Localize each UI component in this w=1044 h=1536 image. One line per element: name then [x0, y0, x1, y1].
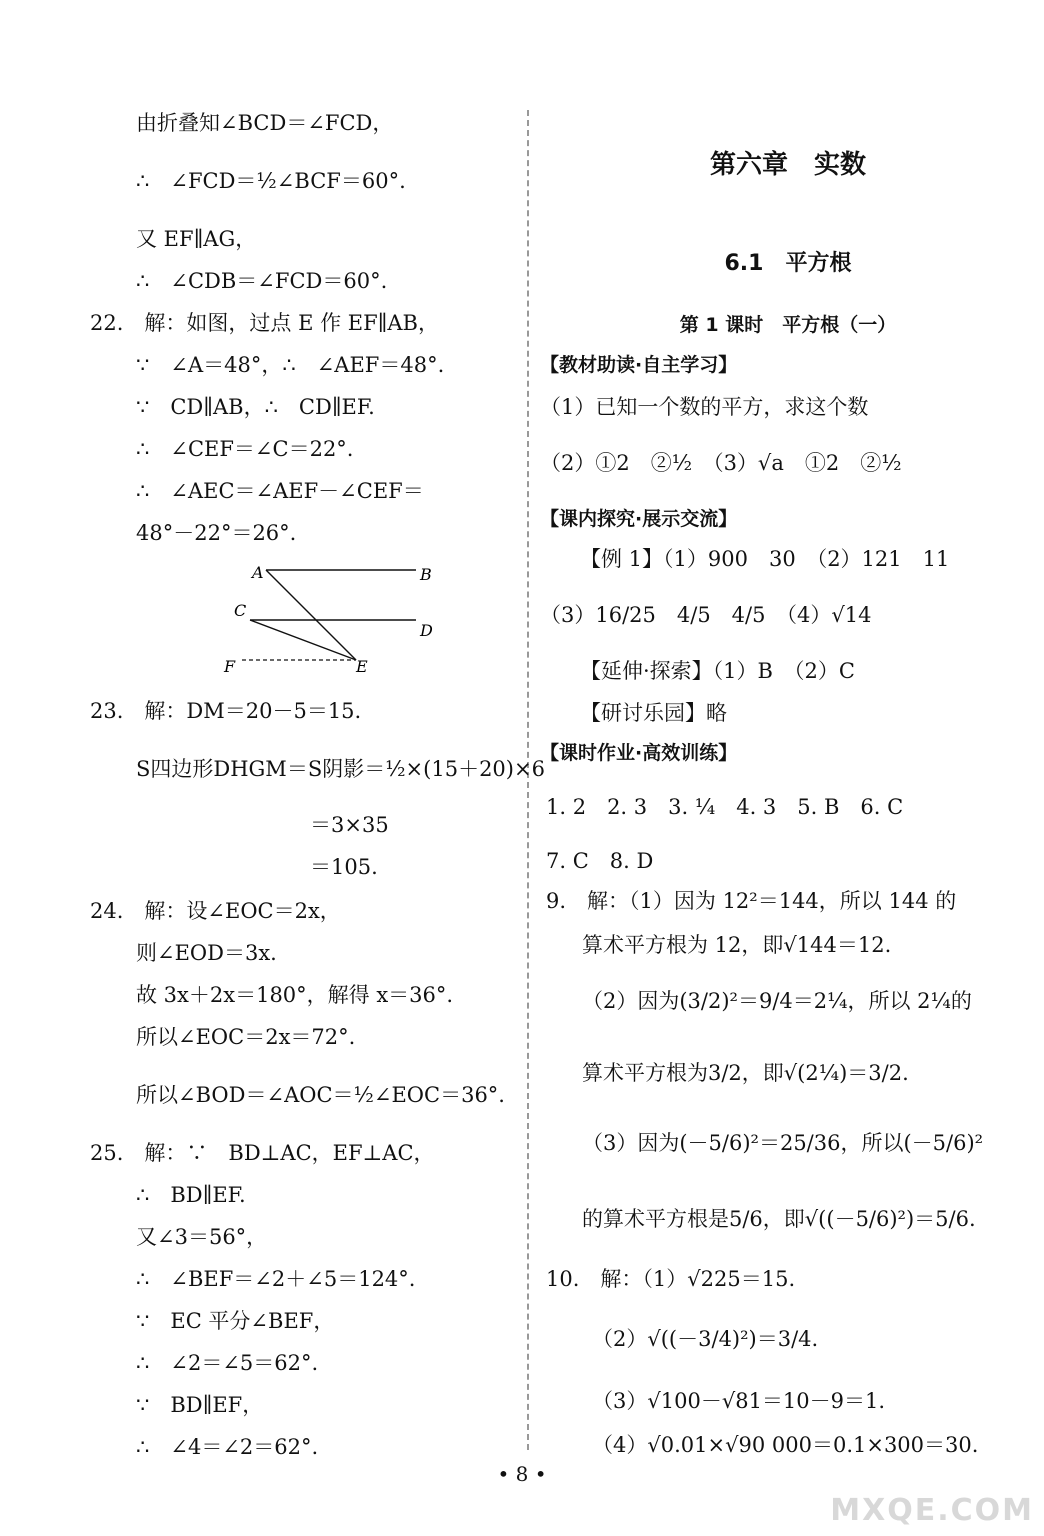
point-label-a: A	[252, 563, 264, 582]
text-line: ＝105.	[310, 855, 378, 879]
section-heading: 【教材助读·自主学习】	[540, 354, 738, 376]
section-heading: 【课时作业·高效训练】	[540, 742, 738, 764]
text-line: 所以∠BOD＝∠AOC＝½∠EOC＝36°.	[136, 1083, 505, 1107]
text-line: 所以∠EOC＝2x＝72°.	[136, 1025, 356, 1049]
problem-23: 23. 解：DM＝20－5＝15.	[90, 699, 362, 723]
text-line: ∴ ∠4＝∠2＝62°.	[136, 1435, 319, 1459]
text-line: 又 EF∥AG，	[136, 227, 257, 251]
section-title: 6.1 平方根	[724, 251, 852, 276]
text-line: 故 3x＋2x＝180°，解得 x＝36°.	[136, 983, 454, 1007]
text-line: （3）因为(－5/6)²＝25/36，所以(－5/6)²	[582, 1131, 984, 1155]
section-heading: 【课内探究·展示交流】	[540, 508, 738, 530]
text-line: S四边形DHGM＝S阴影＝½×(15＋20)×6	[136, 757, 545, 781]
text-line: ∴ ∠2＝∠5＝62°.	[136, 1351, 319, 1375]
text-line: 又∠3＝56°，	[136, 1225, 268, 1249]
text-line: ∴ ∠FCD＝½∠BCF＝60°.	[136, 169, 406, 193]
text-line: 的算术平方根是5/6，即√((－5/6)²)＝5/6.	[582, 1207, 976, 1231]
text-line: 【延伸·探索】（1）B （2）C	[580, 659, 855, 683]
text-line: 【研讨乐园】略	[580, 701, 727, 725]
text-line: （2）√((－3/4)²)＝3/4.	[592, 1327, 819, 1351]
point-label-e: E	[356, 657, 368, 676]
text-line: ∵ ∠A＝48°，∴ ∠AEF＝48°.	[136, 353, 445, 377]
lesson-title: 第 1 课时 平方根（一）	[679, 314, 897, 336]
text-line: ∵ BD∥EF，	[136, 1393, 264, 1417]
text-line: ∵ CD∥AB，∴ CD∥EF.	[136, 395, 375, 419]
text-line: ∴ ∠BEF＝∠2＋∠5＝124°.	[136, 1267, 416, 1291]
problem-25: 25. 解：∵ BD⊥AC，EF⊥AC，	[90, 1141, 435, 1165]
text-line: 算术平方根为3/2，即√(2¼)＝3/2.	[582, 1061, 909, 1085]
text-line: ∴ BD∥EF.	[136, 1183, 246, 1207]
text-line: ∴ ∠CEF＝∠C＝22°.	[136, 437, 354, 461]
text-line: 则∠EOD＝3x.	[136, 941, 277, 965]
text-line: ＝3×35	[310, 813, 389, 837]
text-line: 1. 2 2. 3 3. ¼ 4. 3 5. B 6. C	[546, 795, 904, 819]
text-line: 7. C 8. D	[546, 849, 654, 873]
point-label-c: C	[234, 601, 247, 620]
point-label-d: D	[420, 621, 433, 640]
text-line: 由折叠知∠BCD＝∠FCD，	[136, 111, 394, 135]
text-line: （1）已知一个数的平方，求这个数	[540, 395, 869, 419]
text-line: （3）16/25 4/5 4/5 （4）√14	[540, 603, 872, 627]
text-line: 48°－22°＝26°.	[136, 521, 297, 545]
problem-22: 22. 解：如图，过点 E 作 EF∥AB，	[90, 311, 439, 335]
text-line: （2）因为(3/2)²＝9/4＝2¼，所以 2¼的	[582, 989, 972, 1013]
text-line: ∴ ∠AEC＝∠AEF－∠CEF＝	[136, 479, 424, 503]
text-line: （2）①2 ②½ （3）√a ①2 ②½	[540, 451, 902, 475]
text-line: 算术平方根为 12，即√144＝12.	[582, 933, 892, 957]
problem-10: 10. 解：（1）√225＝15.	[546, 1267, 796, 1291]
geometry-figure	[220, 560, 440, 680]
problem-24: 24. 解：设∠EOC＝2x，	[90, 899, 341, 923]
point-label-b: B	[420, 565, 432, 584]
point-label-f: F	[224, 657, 236, 676]
text-line: 【例 1】（1）900 30 （2）121 11	[580, 547, 950, 571]
text-line: ∵ EC 平分∠BEF，	[136, 1309, 335, 1333]
chapter-title: 第六章 实数	[709, 150, 866, 180]
watermark: MXQE.COM	[830, 1493, 1034, 1528]
text-line: （4）√0.01×√90 000＝0.1×300＝30.	[592, 1433, 979, 1457]
problem-9: 9. 解：（1）因为 12²＝144，所以 144 的	[546, 889, 957, 913]
page-number: • 8 •	[497, 1462, 547, 1486]
text-line: ∴ ∠CDB＝∠FCD＝60°.	[136, 269, 388, 293]
text-line: （3）√100－√81＝10－9＝1.	[592, 1389, 886, 1413]
